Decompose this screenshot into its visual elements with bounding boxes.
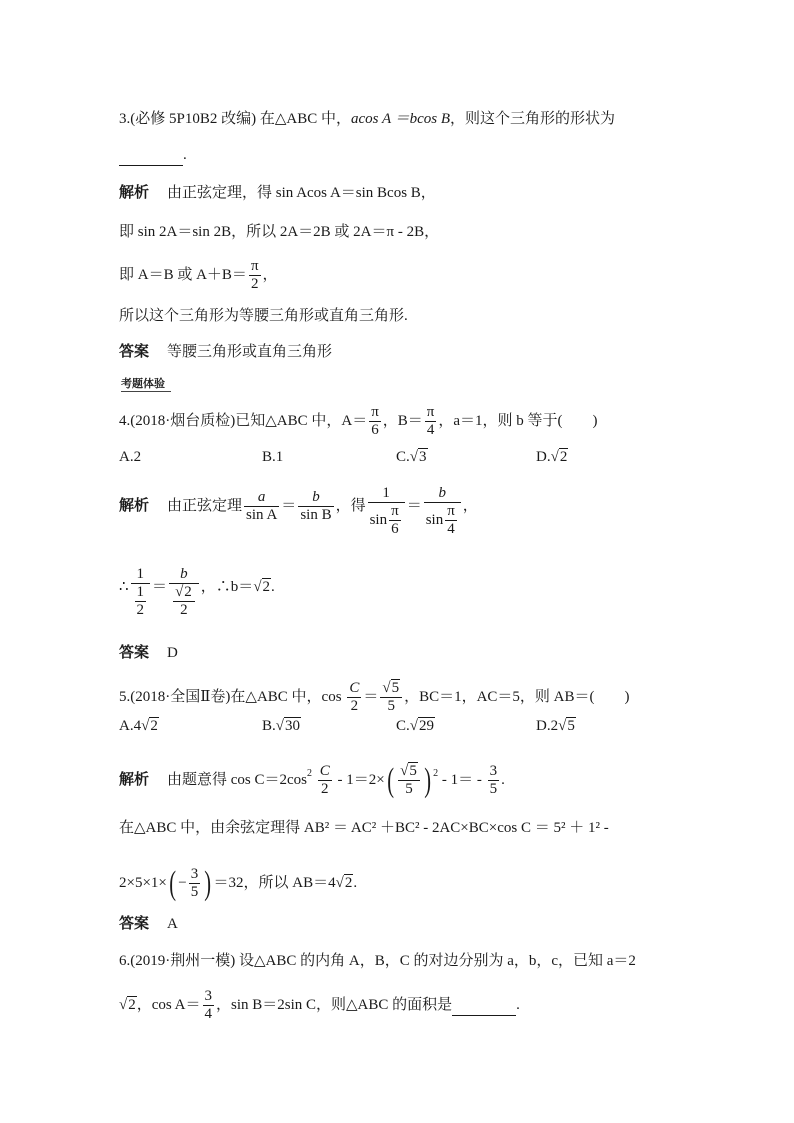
q5-option-b bbox=[262, 716, 301, 736]
frac-denominator: 4 bbox=[447, 521, 455, 537]
radicand: 3 bbox=[419, 449, 427, 465]
q3-jiexi-line2 bbox=[119, 222, 439, 242]
frac-numerator: π bbox=[447, 503, 455, 519]
frac-numerator bbox=[398, 763, 420, 781]
radicand: 2 bbox=[559, 449, 568, 465]
q6-3-over-4 bbox=[203, 988, 215, 1023]
frac-denominator: 4 bbox=[426, 422, 435, 438]
q5-jiexi-line3-end: . bbox=[353, 874, 358, 891]
sqrt: √2 bbox=[550, 449, 568, 465]
frac-denominator: 2 bbox=[250, 276, 259, 292]
frac-numerator: 3 bbox=[204, 988, 212, 1004]
radicand: 2 bbox=[184, 584, 192, 600]
sqrt: √2 bbox=[141, 718, 158, 734]
frac-numerator: 1 bbox=[131, 566, 151, 584]
q5-answer-line bbox=[119, 914, 178, 934]
frac-numerator: 3 bbox=[190, 866, 199, 882]
option-prefix: C. bbox=[396, 718, 410, 734]
pi-6-fraction bbox=[389, 503, 401, 538]
frac-denominator bbox=[424, 503, 461, 538]
q5-jiexi-line2: 在△ABC 中，由余弦定理得 AB² ＝ AC² ＋BC² - 2AC×BC×cos C ＝ 5² ＋ 1² - bbox=[119, 820, 609, 836]
frac-denominator: 2 bbox=[180, 602, 188, 618]
q3-jiexi-line3 bbox=[119, 258, 278, 293]
frac-numerator: π bbox=[391, 503, 399, 519]
equals-sign: ＝ bbox=[363, 688, 379, 705]
q3-stem bbox=[119, 109, 615, 129]
sqrt: √2 bbox=[253, 578, 271, 595]
sqrt: √2 bbox=[335, 874, 353, 891]
q4-jiexi-line2-mid: ，∴b＝ bbox=[200, 578, 254, 595]
frac-numerator: 3 bbox=[489, 763, 498, 779]
minus-sign: − bbox=[178, 874, 187, 891]
q4-a-fraction bbox=[369, 404, 381, 439]
q4-b-over-sqrt2-half bbox=[169, 566, 199, 619]
radicand: 2 bbox=[262, 578, 271, 595]
sqrt: √2 bbox=[119, 996, 136, 1013]
q3-jiexi-text2: 即 sin 2A＝sin 2B，所以 2A＝2B 或 2A＝π - 2B， bbox=[119, 224, 440, 240]
option-prefix: D. bbox=[536, 449, 551, 465]
q5-jiexi-line3-prefix: 2×5×1× bbox=[119, 874, 167, 891]
q3-jiexi-text3-prefix: 即 A＝B 或 A＋B＝ bbox=[119, 266, 247, 283]
q4-option-b: B.1 bbox=[262, 449, 284, 465]
radicand: 2 bbox=[150, 718, 158, 734]
sqrt: √30 bbox=[275, 718, 300, 734]
q3-answer-text: 等腰三角形或直角三角形 bbox=[167, 344, 333, 360]
frac-numerator: C bbox=[349, 680, 360, 696]
q5-option-c bbox=[396, 716, 435, 736]
q4-1-over-half bbox=[131, 566, 151, 619]
option-prefix: A.4 bbox=[119, 718, 142, 734]
q5-answer-text: A bbox=[167, 916, 178, 932]
q5-3-over-5-b bbox=[189, 866, 201, 901]
frac-denominator: 5 bbox=[190, 884, 199, 900]
q5-jiexi-line1 bbox=[119, 763, 505, 798]
q5-jiexi-mid: - 1＝2× bbox=[333, 771, 385, 788]
q5-jiexi-end: . bbox=[501, 771, 505, 788]
frac-denominator: 5 bbox=[489, 781, 498, 797]
sqrt: √3 bbox=[409, 449, 427, 465]
frac-numerator: 1 bbox=[136, 584, 145, 600]
right-paren: ) bbox=[204, 864, 212, 902]
q5-stem-prefix: 5.(2018·全国Ⅱ卷)在△ABC 中，cos bbox=[119, 688, 342, 705]
frac-denominator: 4 bbox=[204, 1006, 212, 1022]
radicand: 29 bbox=[419, 718, 434, 734]
q5-sqrt5-over-5-b bbox=[398, 763, 420, 798]
radicand: 5 bbox=[409, 763, 417, 779]
frac-numerator bbox=[173, 584, 195, 602]
q4-jiexi-line2-end: . bbox=[271, 578, 275, 595]
option-prefix: C. bbox=[396, 449, 410, 465]
q4-jiexi-mid: ，得 bbox=[335, 497, 366, 514]
q3-jiexi-text1: 由正弦定理，得 sin Acos A＝sin Bcos B， bbox=[167, 185, 436, 201]
left-paren: ( bbox=[169, 864, 176, 902]
q3-stem-equation: acos A ＝bcos B bbox=[350, 111, 450, 127]
q4-option-c bbox=[396, 447, 428, 467]
q5-stem bbox=[119, 680, 630, 715]
frac-numerator: C bbox=[319, 763, 330, 779]
option-prefix: B. bbox=[262, 718, 276, 734]
left-paren: ( bbox=[387, 761, 394, 799]
q5-jiexi-line3 bbox=[119, 866, 357, 901]
q5-jiexi-line3-mid: ＝32，所以 AB＝4 bbox=[213, 874, 336, 891]
q4-option-d bbox=[536, 447, 568, 467]
q4-stem-prefix: 4.(2018·烟台质检)已知△ABC 中，A＝ bbox=[119, 412, 368, 429]
right-paren: ) bbox=[424, 761, 431, 799]
sqrt: √5 bbox=[558, 718, 575, 734]
q4-stem bbox=[119, 404, 598, 439]
superscript: 2 bbox=[433, 767, 439, 779]
half-fraction bbox=[135, 584, 147, 619]
frac-numerator: π bbox=[426, 404, 435, 420]
q6-stem-mid: ，cos A＝ bbox=[136, 996, 201, 1013]
q6-answer-blank bbox=[452, 995, 516, 1016]
frac-numerator: b bbox=[424, 485, 461, 503]
q5-c-over-2-b bbox=[318, 763, 332, 798]
frac-denominator bbox=[169, 584, 199, 619]
q5-3-over-5 bbox=[488, 763, 500, 798]
q4-b-over-sinB bbox=[298, 489, 333, 524]
q3-jiexi-line1 bbox=[119, 183, 436, 203]
sqrt: √2 bbox=[175, 584, 192, 600]
radicand: 2 bbox=[128, 996, 136, 1013]
q5-option-d bbox=[536, 716, 576, 736]
frac-denominator: 6 bbox=[371, 422, 379, 438]
q4-jiexi-text: 由正弦定理 bbox=[167, 497, 243, 514]
sqrt: √5 bbox=[382, 680, 400, 696]
q5-answer-label: 答案 bbox=[119, 916, 150, 932]
q4-jiexi-line1: 解析 由正弦定理 $\frac{a}{\text{sin A}}$ ＝ $\frac{b}{\text{sin B}}$ ，得 1 sin $\frac{\pi}{6}$ ＝ b sin $\frac{\pi}{4}$ ， bbox=[119, 485, 478, 537]
frac-numerator: π bbox=[250, 258, 259, 274]
q5-jiexi-label: 解析 bbox=[119, 771, 150, 788]
frac-numerator: b bbox=[169, 566, 199, 584]
q4-stem-suffix: ，a＝1，则 b 等于( ) bbox=[438, 412, 598, 429]
q6-stem-suffix: ，sin B＝2sin C，则△ABC 的面积是 bbox=[216, 996, 453, 1013]
radicand: 5 bbox=[567, 718, 575, 734]
q3-stem-suffix: ，则这个三角形的形状为 bbox=[450, 111, 616, 127]
frac-numerator: b bbox=[298, 489, 333, 507]
frac-numerator: π bbox=[371, 404, 379, 420]
option-prefix: D.2 bbox=[536, 718, 559, 734]
q5-stem-suffix: ，BC＝1，AC＝5，则 AB＝( ) bbox=[404, 688, 630, 705]
q6-stem-end: . bbox=[516, 996, 520, 1013]
therefore-symbol: ∴ bbox=[119, 578, 129, 595]
q3-jiexi-label: 解析 bbox=[119, 185, 150, 201]
frac-denominator: 2 bbox=[321, 781, 329, 797]
radicand: 2 bbox=[344, 874, 353, 891]
q3-answer-blank bbox=[119, 145, 183, 166]
q3-answer-line bbox=[119, 342, 332, 362]
frac-denominator: sin A bbox=[246, 507, 278, 523]
frac-numerator bbox=[380, 680, 402, 698]
sqrt: √5 bbox=[400, 763, 417, 779]
radicand: 30 bbox=[285, 718, 300, 734]
sqrt: √29 bbox=[409, 718, 434, 734]
q5-jiexi-prefix: 由题意得 cos C＝2cos bbox=[167, 771, 308, 788]
q4-a-over-sinA bbox=[244, 489, 279, 524]
frac-denominator: 5 bbox=[387, 698, 395, 714]
q4-b-fraction bbox=[425, 404, 437, 439]
q4-answer-text: D bbox=[167, 645, 178, 661]
q3-jiexi-text4: 所以这个三角形为等腰三角形或直角三角形. bbox=[119, 308, 408, 324]
frac-denominator: sin B bbox=[300, 507, 332, 523]
q4-jiexi-end: ， bbox=[462, 497, 478, 514]
frac-numerator: 1 bbox=[368, 485, 405, 503]
q5-sqrt5-over-5 bbox=[380, 680, 402, 715]
sin-label: sin bbox=[369, 511, 388, 528]
q4-option-a: A.2 bbox=[119, 449, 142, 465]
q4-1-over-sin-pi6 bbox=[368, 485, 405, 538]
q3-jiexi-line4 bbox=[119, 306, 408, 326]
q4-answer-label: 答案 bbox=[119, 645, 150, 661]
frac-denominator: 5 bbox=[405, 781, 413, 797]
q3-jiexi-text3-suffix: ， bbox=[262, 266, 278, 283]
q3-answer-label: 答案 bbox=[119, 344, 150, 360]
sqrt2-over-2-fraction bbox=[173, 584, 195, 619]
section-tag: 考题体验 bbox=[121, 377, 171, 392]
frac-denominator bbox=[368, 503, 405, 538]
q5-jiexi-mid2: - 1＝ - bbox=[438, 771, 486, 788]
q5-option-a bbox=[119, 716, 159, 736]
q4-answer-line bbox=[119, 643, 178, 663]
superscript: 2 bbox=[307, 767, 313, 779]
frac-denominator: 6 bbox=[391, 521, 399, 537]
frac-numerator: a bbox=[244, 489, 279, 507]
q3-pi-over-2-fraction bbox=[249, 258, 261, 293]
q3-blank-end: . bbox=[183, 147, 187, 163]
radicand: 5 bbox=[391, 680, 400, 696]
q6-stem-line1: 6.(2019·荆州一模) 设△ABC 的内角 A，B，C 的对边分别为 a，b，c，已知 a＝2 bbox=[119, 953, 636, 969]
sin-label: sin bbox=[425, 511, 444, 528]
q4-b-over-sin-pi4 bbox=[424, 485, 461, 538]
q3-blank-line bbox=[119, 145, 187, 166]
pi-4-fraction bbox=[445, 503, 457, 538]
frac-denominator bbox=[131, 584, 151, 619]
q3-stem-prefix: 3.(必修 5P10B2 改编) 在△ABC 中， bbox=[119, 111, 351, 127]
frac-denominator: 2 bbox=[136, 602, 145, 618]
frac-denominator: 2 bbox=[350, 698, 359, 714]
q4-jiexi-line2: ∴ $\frac{1}{\frac{1}{2}}$ ＝ $\frac{b}{\frac{√2}{2}}$ ，∴b＝√2. bbox=[119, 566, 275, 618]
q6-stem-line2 bbox=[119, 988, 520, 1023]
q4-jiexi-label: 解析 bbox=[119, 497, 150, 514]
q4-stem-mid: ，B＝ bbox=[382, 412, 423, 429]
q5-c-over-2 bbox=[347, 680, 361, 715]
